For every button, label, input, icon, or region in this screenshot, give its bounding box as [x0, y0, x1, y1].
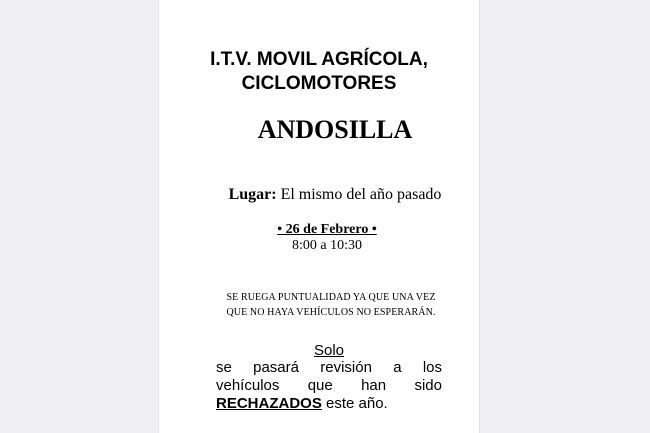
schedule-block	[159, 222, 495, 254]
message-word: pasará	[253, 359, 299, 376]
document-title	[159, 48, 479, 96]
notice-line-1: SE RUEGA PUNTUALIDAD YA QUE UNA VEZ	[226, 292, 436, 303]
message-word: se	[216, 359, 232, 376]
title-line-1: I.T.V. MOVIL AGRÍCOLA,	[210, 49, 428, 70]
message-line-1	[216, 359, 442, 377]
message-word: a	[393, 359, 402, 376]
message-word: sido	[414, 377, 442, 394]
document-page	[158, 0, 480, 433]
schedule-date: • 26 de Febrero •	[277, 222, 377, 237]
location-label: Lugar:	[228, 186, 277, 203]
message-word: los	[422, 359, 442, 376]
location-line	[159, 185, 511, 205]
title-line-2: CICLOMOTORES	[241, 73, 397, 94]
message-line-3	[216, 395, 442, 413]
message-paragraph	[216, 359, 442, 413]
notice-line-2: QUE NO HAYA VEHÍCULOS NO ESPERARÁN.	[226, 307, 436, 318]
town-name: ANDOSILLA	[257, 115, 413, 144]
message-word: han	[361, 377, 387, 394]
message-tail: este año.	[326, 395, 388, 412]
message-word: que	[307, 377, 333, 394]
location-value: El mismo del año pasado	[280, 186, 442, 203]
punctuality-notice	[211, 290, 451, 320]
rechazados-highlight: RECHAZADOS	[216, 395, 322, 412]
solo-heading: Solo	[313, 342, 345, 359]
message-line-2	[216, 377, 442, 395]
schedule-hours: 8:00 a 10:30	[292, 238, 362, 253]
message-word: vehículos	[216, 377, 280, 394]
message-word: revisión	[320, 359, 372, 376]
